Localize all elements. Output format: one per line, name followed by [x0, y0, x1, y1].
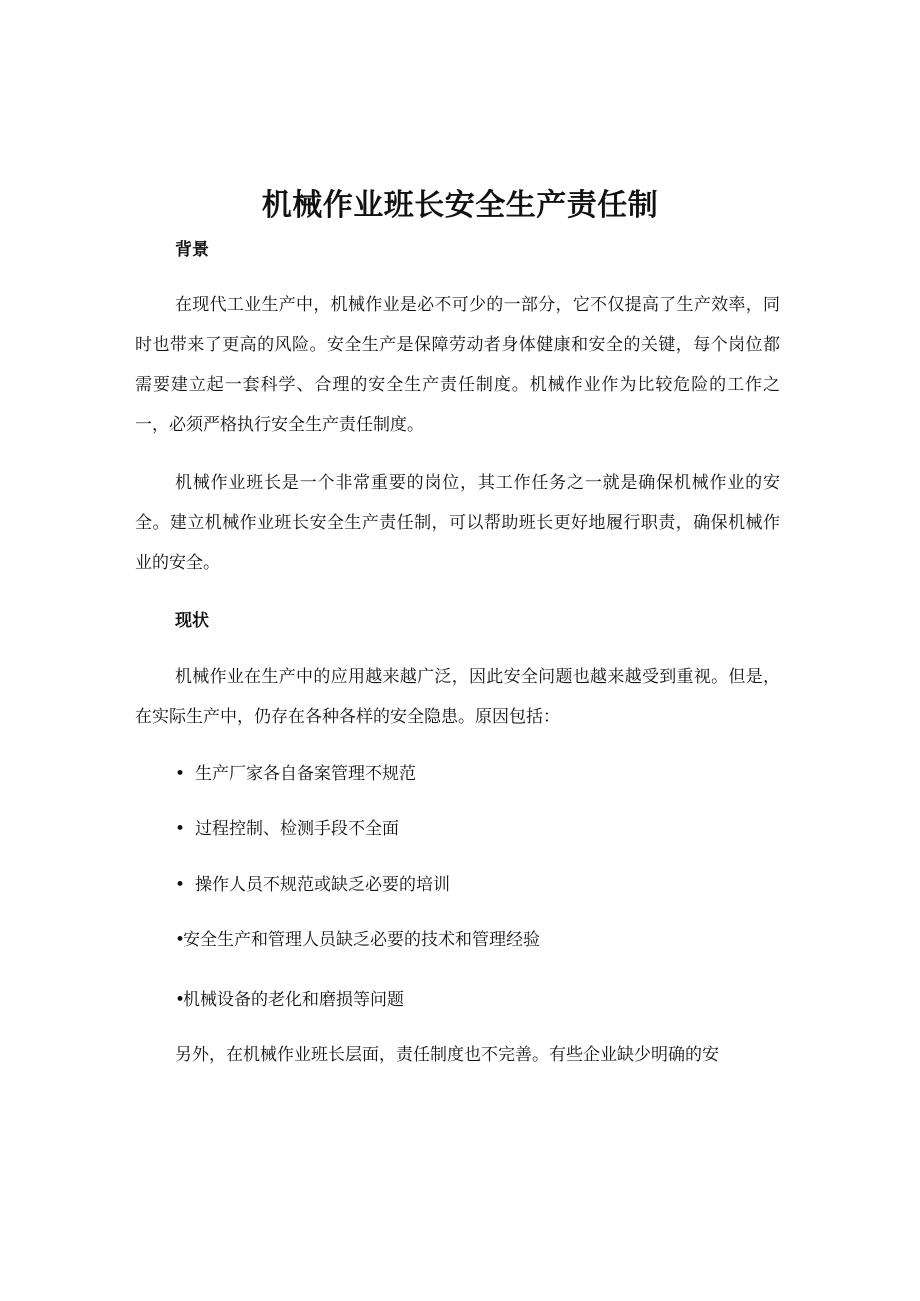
bullet-icon: • — [175, 764, 186, 784]
section-heading-status: 现状 — [175, 611, 209, 631]
paragraph-background-2: 机械作业班长是一个非常重要的岗位，其工作任务之一就是确保机械作业的安全。建立机械作业班长安全生产责任制，可以帮助班长更好地履行职责，确保机械作业的安全。 — [135, 473, 780, 573]
bullet-icon: • — [175, 990, 186, 1010]
paragraph-background-1: 在现代工业生产中，机械作业是必不可少的一部分，它不仅提高了生产效率，同时也带来了更高的风险。安全生产是保障劳动者身体健康和安全的关键，每个岗位都需要建立起一套科学、合理的安全生产责任制度。机械作业作为比较危险的工作之一，必须严格执行安全生产责任制度。 — [135, 295, 780, 435]
document-title: 机械作业班长安全生产责任制 — [261, 188, 659, 223]
section-heading-background: 背景 — [175, 240, 209, 260]
list-item: • 生产厂家各自备案管理不规范 — [175, 764, 416, 784]
list-item: •机械设备的老化和磨损等问题 — [175, 990, 404, 1010]
paragraph-status-closing: 另外，在机械作业班长层面，责任制度也不完善。有些企业缺少明确的安 — [175, 1045, 719, 1065]
list-item: • 过程控制、检测手段不全面 — [175, 819, 399, 839]
list-item: •安全生产和管理人员缺乏必要的技术和管理经验 — [175, 930, 540, 950]
bullet-icon: • — [175, 930, 186, 950]
list-item: • 操作人员不规范或缺乏必要的培训 — [175, 875, 450, 895]
paragraph-status-1: 机械作业在生产中的应用越来越广泛，因此安全问题也越来越受到重视。但是，在实际生产中，仍存在各种各样的安全隐患。原因包括： — [135, 667, 780, 727]
bullet-icon: • — [175, 819, 186, 839]
bullet-icon: • — [175, 875, 186, 895]
